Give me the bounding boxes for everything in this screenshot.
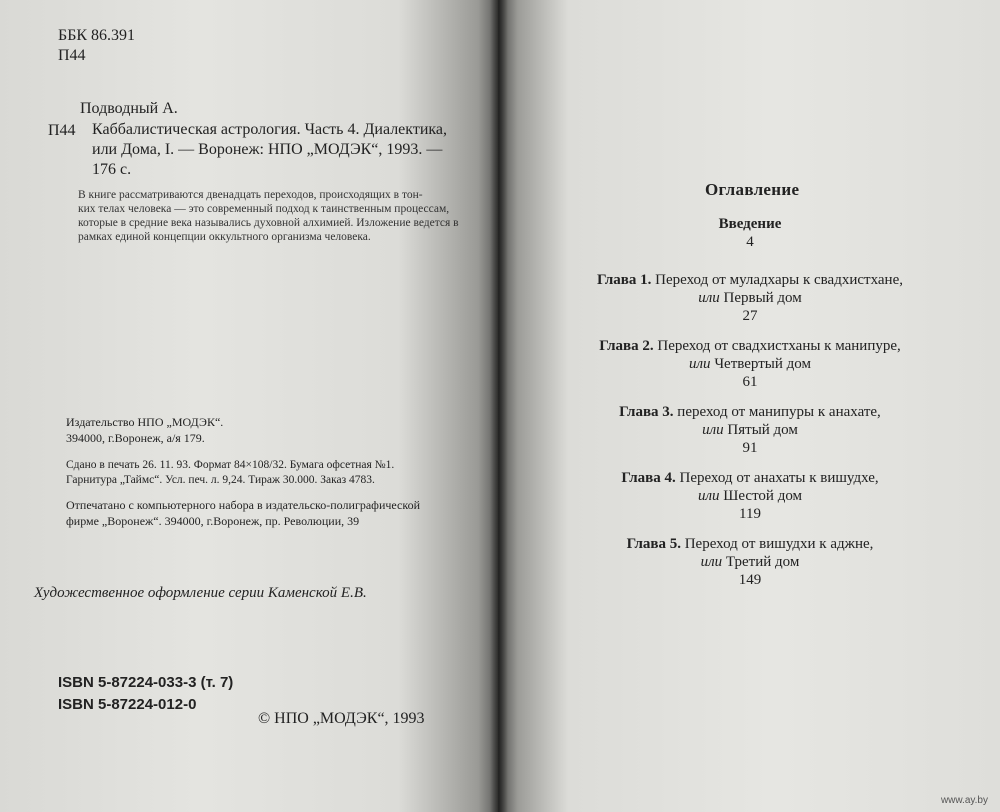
left-page (0, 0, 498, 812)
artist-credit: Художественное оформление серии Каменской Е.В. (34, 585, 367, 601)
annotation: В книге рассматриваются двенадцать переходов, происходящих в тон- ких телах человека — это современный подход к таинственным процессам, которые в средние века назывались духовной алхимией. Изложение ведется в рамках единой концепции оккультного организма человека. (78, 189, 459, 243)
toc-page-number: 119 (739, 506, 761, 522)
toc-page-number: 149 (738, 572, 762, 588)
toc-item-chapter-2: Глава 2. Переход от свадхистханы к манипуре, или Четвертый дом 61 (530, 337, 970, 391)
toc-item-chapter-3: Глава 3. переход от манипуры к анахате, или Пятый дом 91 (530, 403, 970, 457)
toc-page-number: 61 (742, 374, 758, 390)
toc-page-number: 91 (742, 440, 758, 456)
isbn-block: ISBN 5-87224-033-3 (т. 7) ISBN 5-87224-012-0 (58, 674, 234, 713)
watermark: www.ay.by (940, 795, 988, 806)
toc-page-number: 27 (742, 308, 758, 324)
toc-item-chapter-1: Глава 1. Переход от муладхары к свадхистхане, или Первый дом 27 (530, 271, 970, 325)
printer-info: Отпечатано с компьютерного набора в издательско-полиграфической фирме „Воронеж“. 394000, г.Воронеж, пр. Революции, 39 (66, 498, 421, 528)
toc-item-chapter-5: Глава 5. Переход от вишудхи к аджне, или Третий дом 149 (530, 535, 970, 589)
toc-heading: Оглавление (705, 180, 800, 199)
copyright: © НПО „МОДЭК“, 1993 (258, 710, 425, 727)
publisher-info: Издательство НПО „МОДЭК“. 394000, г.Воронеж, а/я 179. (66, 415, 224, 445)
printing-info: Сдано в печать 26. 11. 93. Формат 84×108/32. Бумага офсетная №1. Гарнитура „Таймс“. Усл. печ. л. 9,24. Тираж 30.000. Заказ 4783. (66, 459, 395, 486)
bib-code: П44 (48, 122, 76, 139)
bibliographic-record: Каббалистическая астрология. Часть 4. Диалектика, или Дома, I. — Воронеж: НПО „МОДЭК“, 1993. — 176 с. (92, 121, 448, 178)
toc-page-number: 4 (746, 234, 754, 250)
book-gutter (490, 0, 508, 812)
toc-item-intro: Введение 4 (530, 215, 970, 251)
toc-item-chapter-4: Глава 4. Переход от анахаты к вишудхе, или Шестой дом 119 (530, 469, 970, 523)
bbk-index: ББК 86.391 П44 (58, 27, 136, 64)
table-of-contents (530, 215, 970, 601)
author: Подводный А. (80, 100, 178, 117)
